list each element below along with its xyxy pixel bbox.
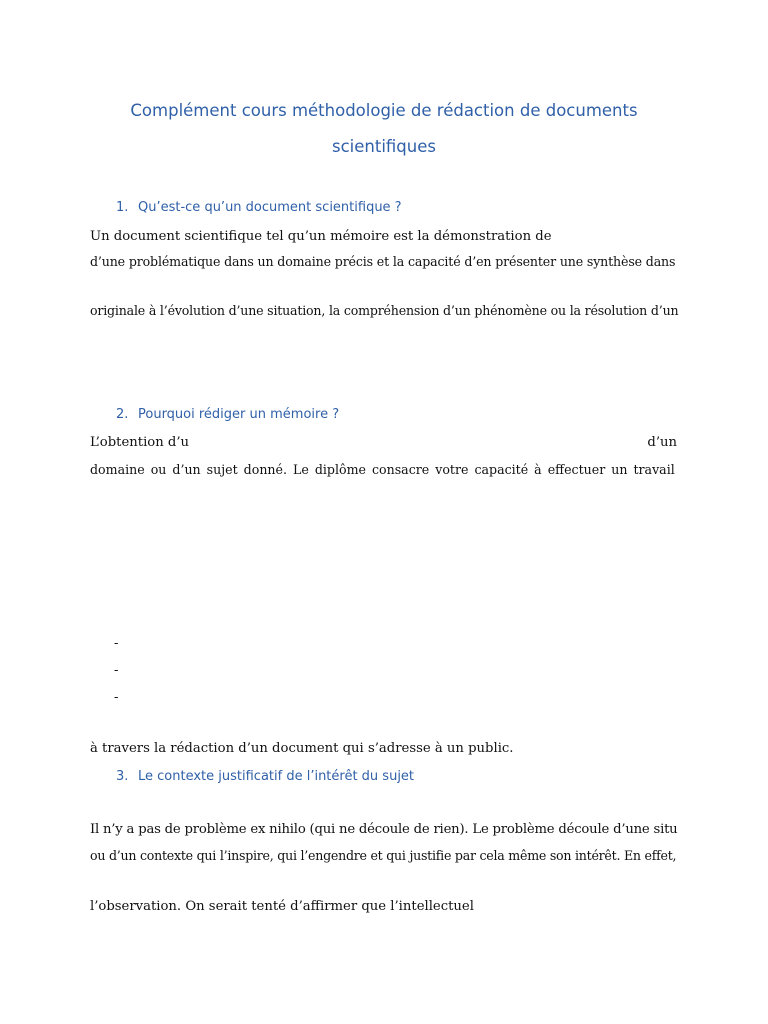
section-3-paragraph-line-3: l’observation. On serait tenté d’affirmer que l’intellectuel xyxy=(90,899,474,914)
section-2-paragraph-line-2 xyxy=(90,462,677,477)
section-2-paragraph-line-1 xyxy=(90,435,677,450)
section-2-line-1-right: d’un xyxy=(647,435,677,450)
section-2-line-1-left: L’obtention d’u xyxy=(90,435,190,450)
section-1-number: 1. xyxy=(116,200,129,215)
section-1-paragraph-line-1: Un document scientifique tel qu’un mémoire est la démonstration de xyxy=(90,229,552,244)
section-1-title: Qu’est-ce qu’un document scientifique ? xyxy=(138,200,402,215)
section-1-paragraph-line-3: originale à l’évolution d’une situation, la compréhension d’un phénomène ou la résolution d’un xyxy=(90,303,679,318)
document-title-line-2: scientifiques xyxy=(332,137,436,156)
section-1-paragraph-line-2 xyxy=(90,254,677,269)
list-dash-2: - xyxy=(114,663,119,678)
section-2-paragraph-line-3: à travers la rédaction d’un document qui s’adresse à un public. xyxy=(90,741,514,756)
section-2-title: Pourquoi rédiger un mémoire ? xyxy=(138,407,340,422)
list-dash-1: - xyxy=(114,636,119,651)
section-2-number: 2. xyxy=(116,407,129,422)
section-2-line-2-text: domaine ou d’un sujet donné. Le diplôme consacre votre capacité à effectuer un travail xyxy=(90,462,675,477)
section-1-line-2-text: d’une problématique dans un domaine précis et la capacité d’en présenter une synthèse dans xyxy=(90,254,676,269)
section-3-paragraph-line-1: Il n’y a pas de problème ex nihilo (qui ne découle de rien). Le problème découle d’une situ xyxy=(90,822,678,837)
section-3-number: 3. xyxy=(116,769,129,784)
section-2-heading xyxy=(116,407,339,422)
section-1-heading xyxy=(116,200,402,215)
list-dash-3: - xyxy=(114,690,119,705)
section-3-title: Le contexte justificatif de l’intérêt du sujet xyxy=(138,769,415,784)
document-title-line-1: Complément cours méthodologie de rédaction de documents xyxy=(130,101,638,120)
section-3-heading xyxy=(116,769,414,784)
section-3-paragraph-line-2: ou d’un contexte qui l’inspire, qui l’engendre et qui justifie par cela même son intérêt. En effet, xyxy=(90,848,677,863)
